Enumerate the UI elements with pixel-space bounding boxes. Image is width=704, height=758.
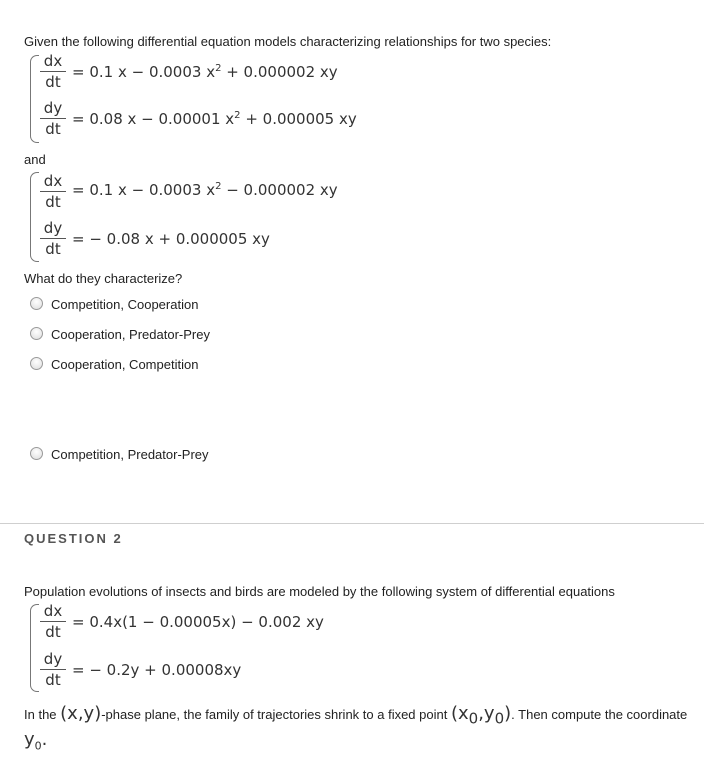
system2-eq2-rhs: = − 0.08 x + 0.000005 xy	[72, 230, 270, 248]
frac-den: dt	[45, 623, 61, 641]
frac-den: dt	[45, 240, 61, 258]
system2-brace	[30, 172, 39, 262]
option-2-label[interactable]: Cooperation, Predator-Prey	[51, 327, 210, 342]
option-1-label[interactable]: Competition, Cooperation	[51, 297, 199, 312]
q2-eq1-lhs	[40, 602, 66, 641]
system1-brace	[30, 55, 39, 143]
frac-num: dy	[43, 99, 63, 117]
option-4-radio[interactable]	[30, 447, 43, 460]
q2-eq2-lhs	[40, 650, 66, 689]
q2-eq2-rhs: = − 0.2y + 0.00008xy	[72, 661, 242, 679]
q2-system-brace	[30, 604, 39, 692]
phase-notation: (x,y)	[60, 703, 102, 724]
system2-eq1-lhs	[40, 172, 66, 211]
question-2-heading: QUESTION 2	[24, 531, 123, 546]
q1-prompt: What do they characterize?	[24, 271, 183, 286]
connector-and: and	[24, 152, 46, 167]
frac-num: dy	[43, 219, 63, 237]
option-2-radio[interactable]	[30, 327, 43, 340]
frac-den: dt	[45, 120, 61, 138]
option-3-label[interactable]: Cooperation, Competition	[51, 357, 199, 372]
system2-eq1-rhs: = 0.1 x − 0.0003 $x^2 - 0.000002$ xy	[72, 181, 338, 199]
target-coordinate: $y_0$.	[24, 729, 48, 753]
system1-eq1-lhs	[40, 52, 66, 91]
frac-num: dx	[43, 602, 63, 620]
frac-num: dx	[43, 52, 63, 70]
frac-den: dt	[45, 193, 61, 211]
question-divider	[0, 523, 704, 524]
system2-eq2-lhs	[40, 219, 66, 258]
option-3-radio[interactable]	[30, 357, 43, 370]
q2-intro: Population evolutions of insects and birds are modeled by the following system of differential equations	[24, 584, 615, 599]
frac-den: dt	[45, 671, 61, 689]
frac-num: dy	[43, 650, 63, 668]
fixed-point: $(x_0,y_0)$	[450, 703, 512, 728]
frac-den: dt	[45, 73, 61, 91]
system1-eq2-lhs	[40, 99, 66, 138]
q2-question-text: In the (x,y)-phase plane, the family of trajectories shrink to a fixed point $(x_0,y_0)$. Then compute the coordinate	[24, 703, 688, 728]
option-1-radio[interactable]	[30, 297, 43, 310]
q2-eq1-rhs: = 0.4x(1 − 0.00005x) − 0.002 xy	[72, 613, 324, 631]
q1-intro: Given the following differential equation models characterizing relationships for two species:	[24, 34, 552, 49]
system1-eq2-rhs: = 0.08 x − 0.00001 $x^2 + 0.000005$ xy	[72, 110, 357, 128]
system1-eq1-rhs: = 0.1 x − 0.0003 $x^2 + 0.000002$ xy	[72, 63, 338, 81]
frac-num: dx	[43, 172, 63, 190]
option-4-label[interactable]: Competition, Predator-Prey	[51, 447, 209, 462]
